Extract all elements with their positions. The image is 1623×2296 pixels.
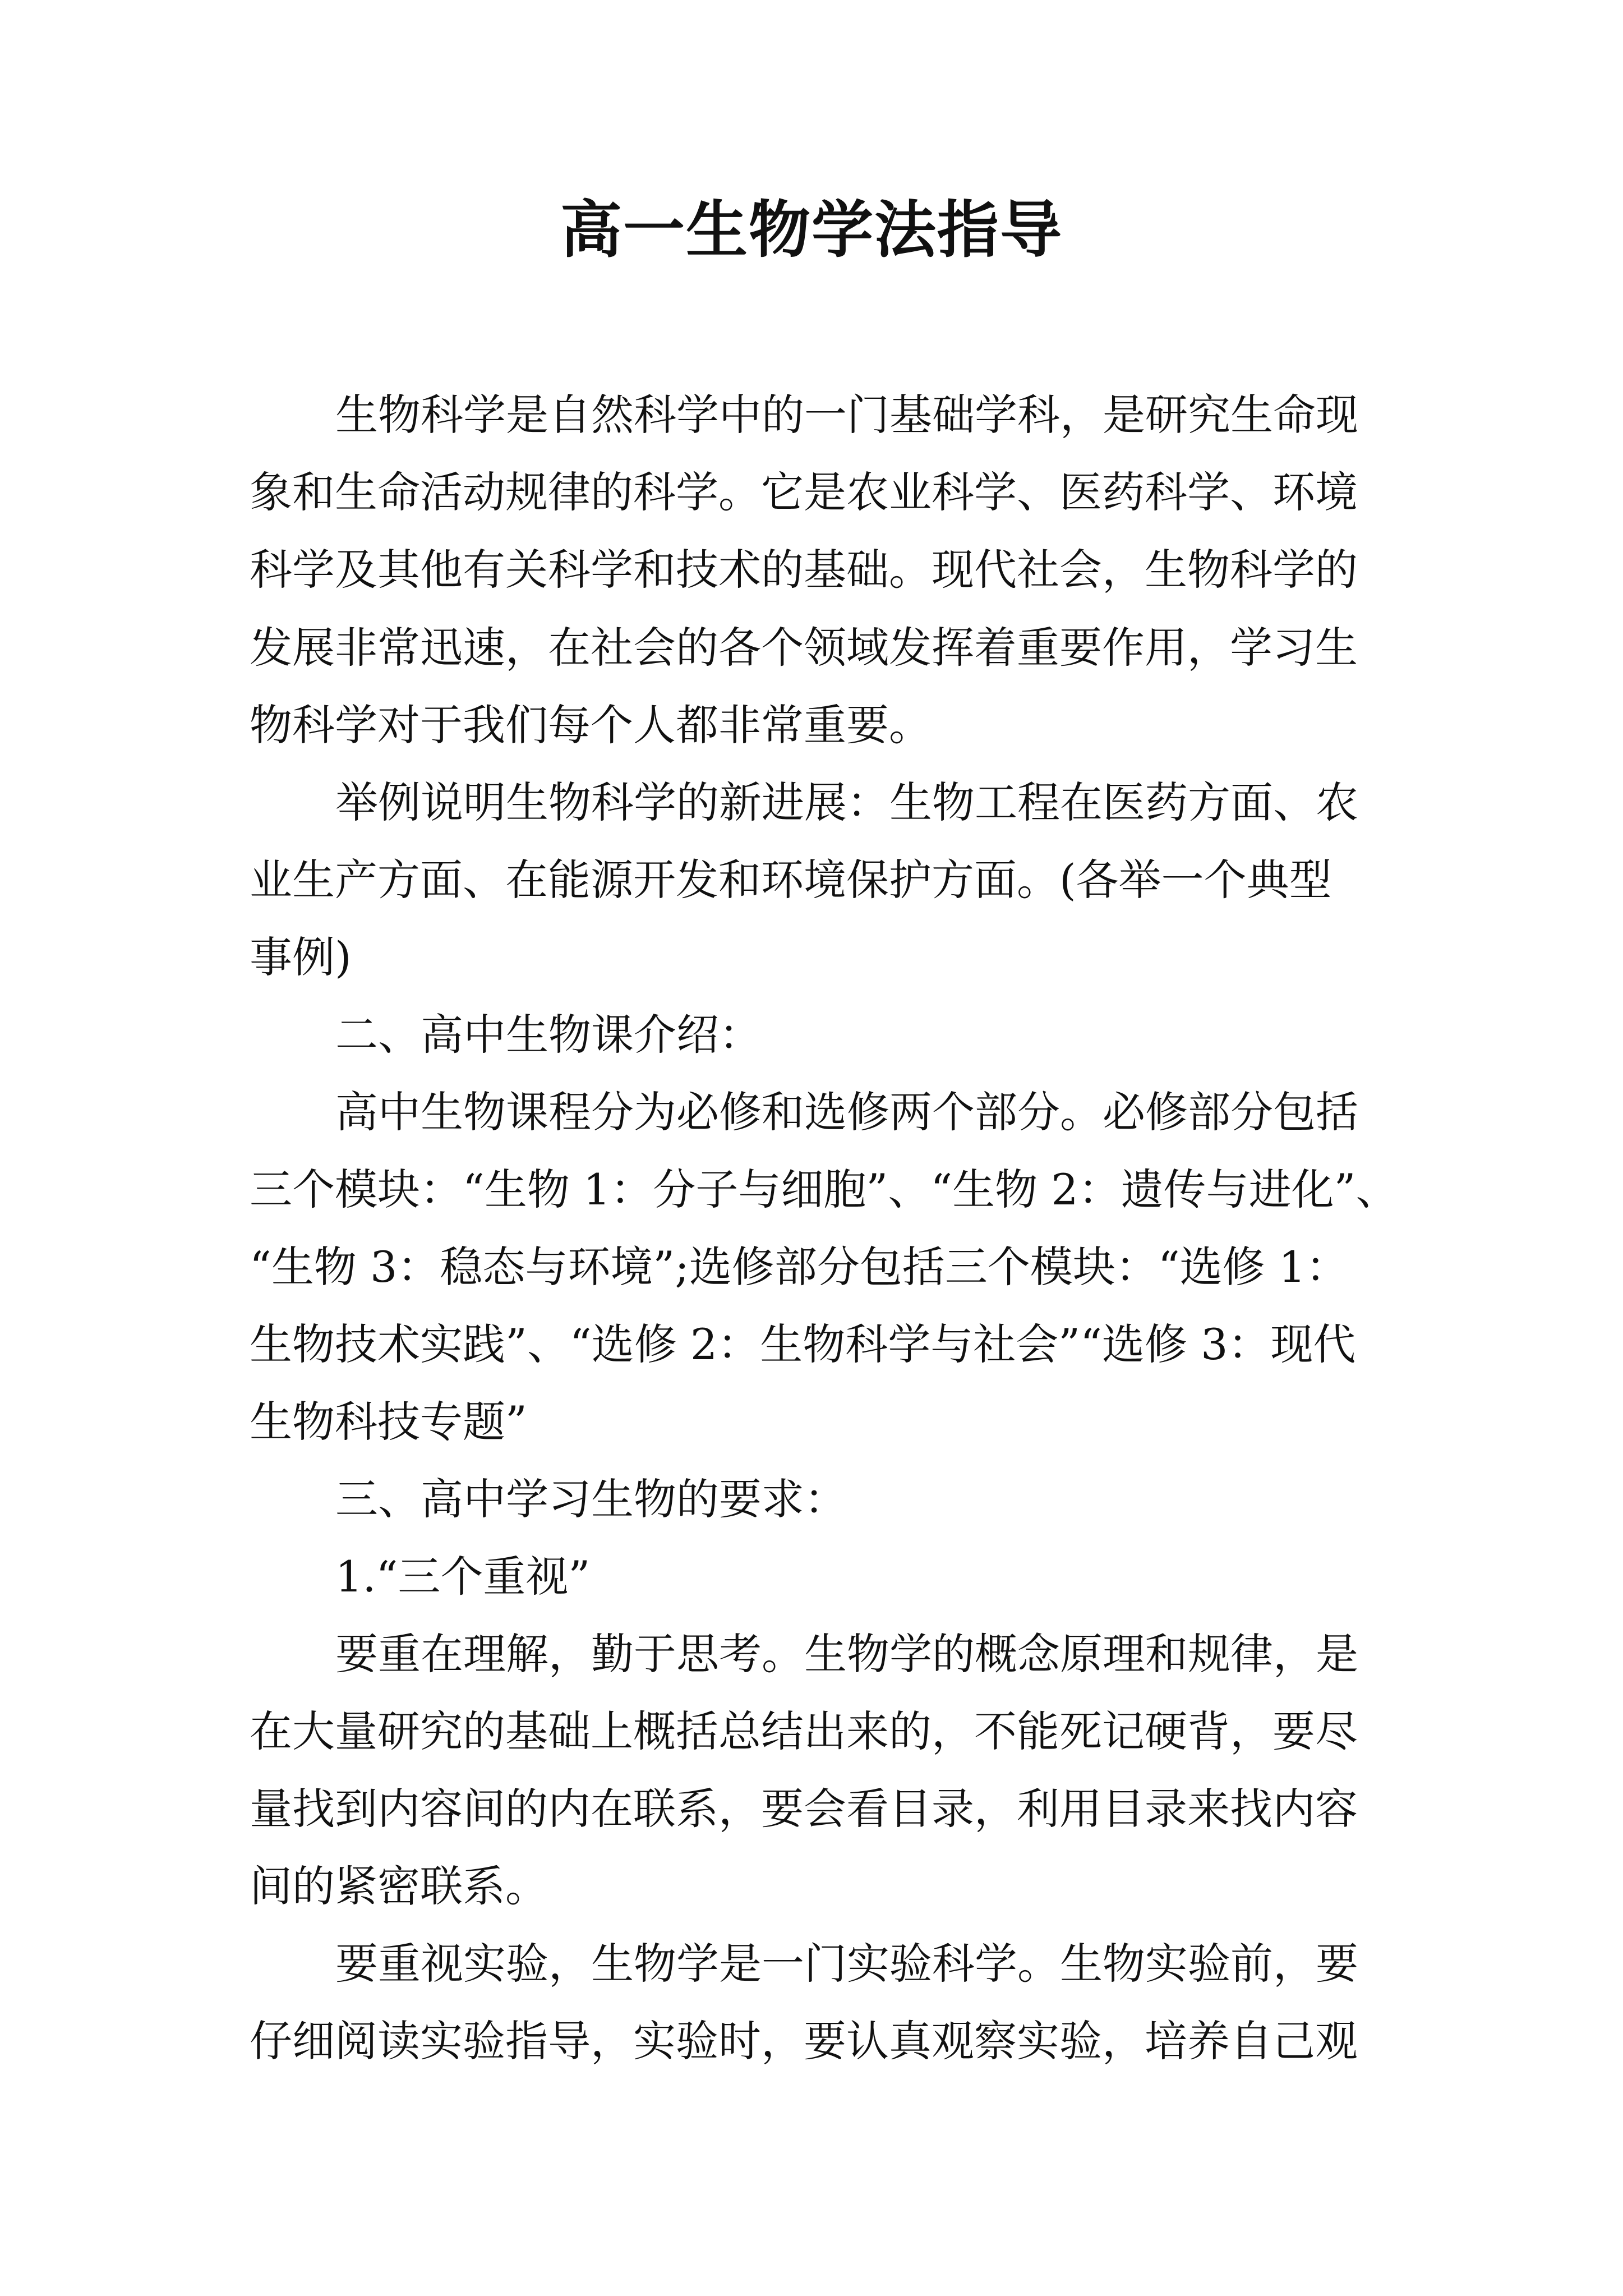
text-line: 三个模块：“生物 1：分子与细胞”、“生物 2：遗传与进化”、	[250, 1165, 1399, 1214]
text-line: 生物科技专题”	[250, 1397, 527, 1447]
section-heading: 二、高中生物课介绍：	[335, 1010, 762, 1060]
text-line: 科学及其他有关科学和技术的基础。现代社会，生物科学的	[250, 545, 1358, 595]
text-line: 物科学对于我们每个人都非常重要。	[250, 700, 932, 750]
text-line: 事例)	[250, 932, 352, 982]
text-line: 量找到内容间的内在联系，要会看目录，利用目录来找内容	[250, 1784, 1358, 1834]
text-line: “生物 3：稳态与环境”;选修部分包括三个模块：“选修 1：	[250, 1242, 1349, 1292]
text-line: 生物技术实践”、“选修 2：生物科学与社会”“选修 3：现代	[250, 1319, 1356, 1369]
text-line: 在大量研究的基础上概括总结出来的，不能死记硬背，要尽	[250, 1706, 1358, 1756]
text-line: 业生产方面、在能源开发和环境保护方面。(各举一个典型	[250, 855, 1332, 905]
text-line: 要重视实验，生物学是一门实验科学。生物实验前，要	[335, 1939, 1358, 1989]
text-line: 仔细阅读实验指导，实验时，要认真观察实验，培养自己观	[250, 2016, 1358, 2066]
text-line: 象和生命活动规律的科学。它是农业科学、医药科学、环境	[250, 467, 1358, 517]
text-line: 生物科学是自然科学中的一门基础学科，是研究生命现	[335, 390, 1358, 440]
document-title: 高一生物学法指导	[560, 194, 1063, 266]
text-line: 举例说明生物科学的新进展：生物工程在医药方面、农	[335, 777, 1358, 827]
section-heading: 三、高中学习生物的要求：	[335, 1474, 847, 1524]
subsection-heading: 1.“三个重视”	[335, 1552, 591, 1602]
text-line: 要重在理解，勤于思考。生物学的概念原理和规律，是	[335, 1629, 1358, 1679]
text-line: 高中生物课程分为必修和选修两个部分。必修部分包括	[335, 1087, 1358, 1137]
text-line: 发展非常迅速，在社会的各个领域发挥着重要作用，学习生	[250, 623, 1358, 673]
text-line: 间的紧密联系。	[250, 1861, 548, 1911]
